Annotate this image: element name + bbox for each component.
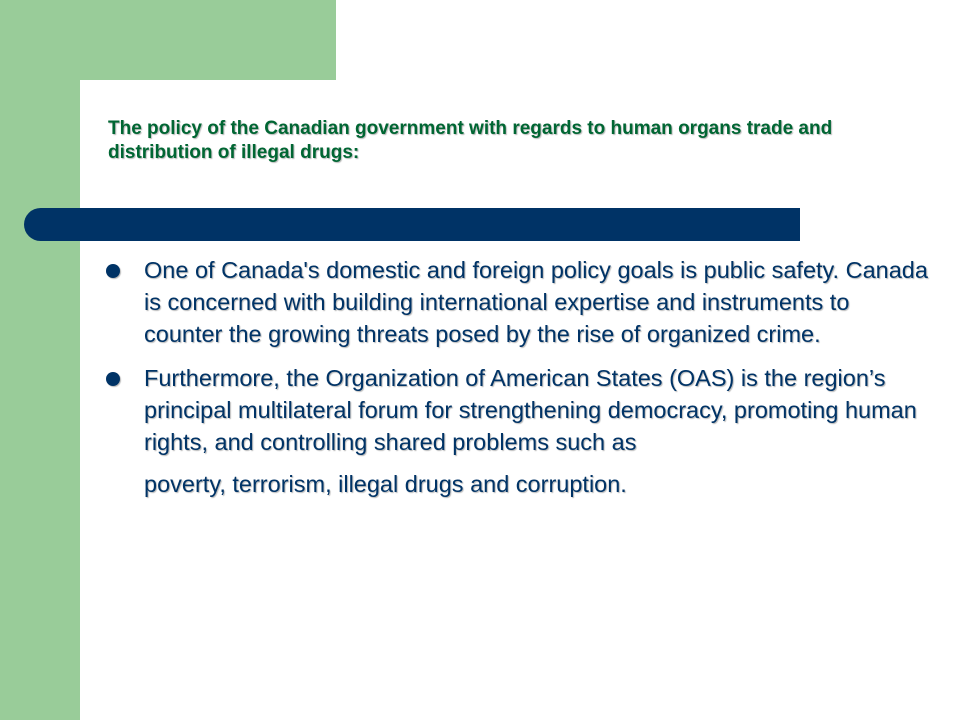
- top-green-band: [0, 0, 336, 80]
- bullet-text: One of Canada's domestic and foreign policy goals is public safety. Canada is concerned with building international expertise and instruments to counter the growing threats posed by the rise of organized crime.: [144, 257, 928, 347]
- bullet-text-continuation: poverty, terrorism, illegal drugs and corruption.: [144, 471, 627, 497]
- bullet-dot-icon: [106, 372, 120, 386]
- bullet-item: [104, 254, 934, 350]
- bullet-item: [104, 362, 934, 500]
- bullet-dot-icon: [106, 264, 120, 278]
- left-green-band: [0, 0, 80, 720]
- bullet-text: Furthermore, the Organization of American States (OAS) is the region’s principal multilateral forum for strengthening democracy, promoting human rights, and controlling shared problems such as: [144, 365, 917, 455]
- bullet-list: [104, 254, 934, 500]
- title-divider-bar: [24, 208, 800, 241]
- slide-title: The policy of the Canadian government with regards to human organs trade and distribution of illegal drugs:: [108, 118, 833, 163]
